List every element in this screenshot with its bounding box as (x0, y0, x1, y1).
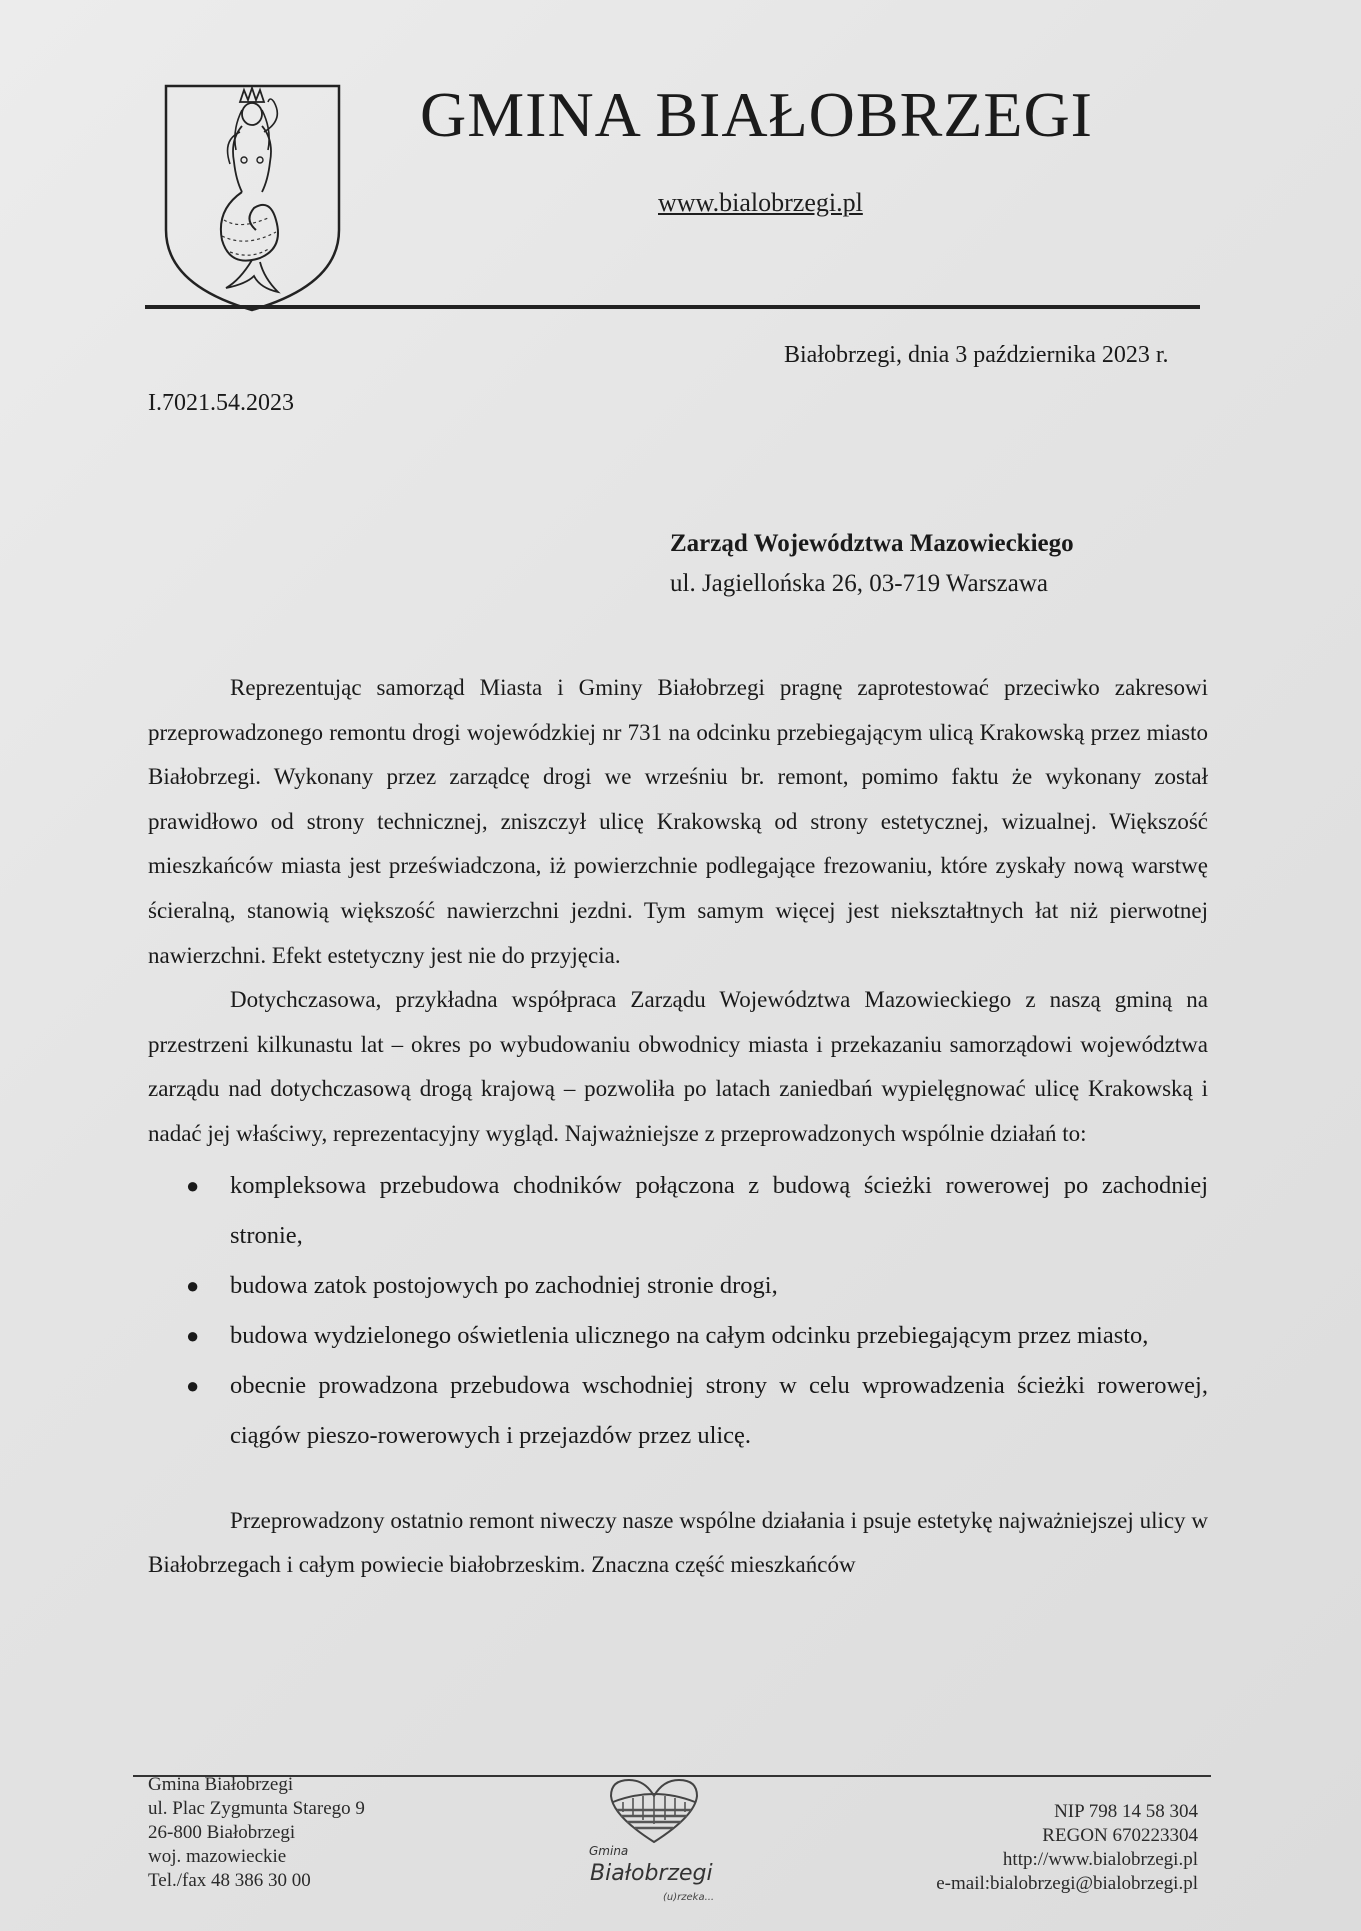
heart-bridge-icon (599, 1776, 709, 1848)
footer-email-link[interactable]: e-mail:bialobrzegi@bialobrzegi.pl (936, 1873, 1198, 1894)
list-item: ● budowa wydzielonego oświetlenia ulicznego na całym odcinku przebiegającym przez miasto, (148, 1311, 1208, 1361)
letter-body (148, 666, 1208, 1588)
paragraph-gap (148, 1461, 1208, 1499)
footer-regon: REGON 670223304 (1042, 1825, 1198, 1846)
municipality-logo (585, 1776, 735, 1916)
municipality-title: GMINA BIAŁOBRZEGI (420, 79, 1093, 150)
body-paragraph: Reprezentując samorząd Miasta i Gminy Białobrzegi pragnę zaprotestować przeciwko zakresowi przeprowadzonego remontu drogi wojewódzkiej nr 731 na odcinku przebiegającym ulicą Krakowską przez miasto Białobrzegi. Wykonany przez zarządcę drogi we wrześniu br. remont, pomimo faktu że wykonany został prawidłowo od strony technicznej, zniszczył ulicę Krakowską od strony estetycznej, wizualnej. Większość mieszkańców miasta jest przeświadczona, iż powierzchnie podlegające frezowaniu, które zyskały nową warstwę ścieralną, stanowią większość nawierzchni jezdni. Tym samym więcej jest niekształtnych łat niż pierwotnej nawierzchni. Efekt estetyczny jest nie do przyjęcia. (148, 675, 1208, 968)
footer-website-link[interactable]: http://www.bialobrzegi.pl (1002, 1849, 1198, 1870)
header-divider (145, 305, 1200, 309)
bullet-icon: ● (186, 1322, 200, 1348)
coat-of-arms-icon (160, 80, 345, 315)
letter-date: Białobrzegi, dnia 3 października 2023 r. (784, 342, 1169, 368)
footer-line: Gmina Białobrzegi (148, 1774, 294, 1795)
bullet-icon: ● (186, 1372, 200, 1398)
recipient-address: ul. Jagiellońska 26, 03-719 Warszawa (670, 570, 1048, 597)
logo-name: Białobrzegi (590, 1861, 713, 1886)
list-item: ● budowa zatok postojowych po zachodniej stronie drogi, (148, 1261, 1208, 1311)
body-paragraph: Przeprowadzony ostatnio remont niweczy nasze wspólne działania i psuje estetykę najważniejszej ulicy w Białobrzegach i całym powiecie białobrzeskim. Znaczna część mieszkańców (148, 1507, 1208, 1578)
website-link[interactable]: www.bialobrzegi.pl (658, 188, 863, 217)
logo-small-text: Gmina (589, 1844, 629, 1858)
footer-contact (936, 1800, 1198, 1896)
footer-line: 26-800 Białobrzegi (148, 1822, 296, 1843)
recipient-name: Zarząd Województwa Mazowieckiego (670, 530, 1074, 557)
list-item: ● kompleksowa przebudowa chodników połączona z budową ścieżki rowerowej po zachodniej stronie, (148, 1161, 1208, 1261)
recipient-block (670, 524, 1074, 604)
footer-line: woj. mazowieckie (148, 1846, 287, 1867)
footer-line: ul. Plac Zygmunta Starego 9 (148, 1798, 365, 1819)
body-paragraph: Dotychczasowa, przykładna współpraca Zarządu Województwa Mazowieckiego z naszą gminą na przestrzeni kilkunastu lat – okres po wybudowaniu obwodnicy miasta i przekazaniu samorządowi województwa zarządu nad dotychczasową drogą krajową – pozwoliła po latach zaniedbań wypielęgnować ulicę Krakowską i nadać jej właściwy, reprezentacyjny wygląd. Najważniejsze z przeprowadzonych wspólnie działań to: (148, 987, 1208, 1146)
footer-nip: NIP 798 14 58 304 (1054, 1801, 1198, 1822)
footer-line: Tel./fax 48 386 30 00 (148, 1870, 311, 1891)
bullet-icon: ● (186, 1272, 200, 1298)
reference-number: I.7021.54.2023 (148, 390, 294, 416)
logo-tagline: (u)rzeka... (663, 1892, 715, 1903)
bullet-icon: ● (186, 1172, 200, 1198)
list-item: ● obecnie prowadzona przebudowa wschodniej strony w celu wprowadzenia ścieżki rowerowej, ciągów pieszo-rowerowych i przejazdów przez ulicę. (148, 1361, 1208, 1461)
footer-address (148, 1773, 365, 1893)
actions-list (148, 1161, 1208, 1461)
